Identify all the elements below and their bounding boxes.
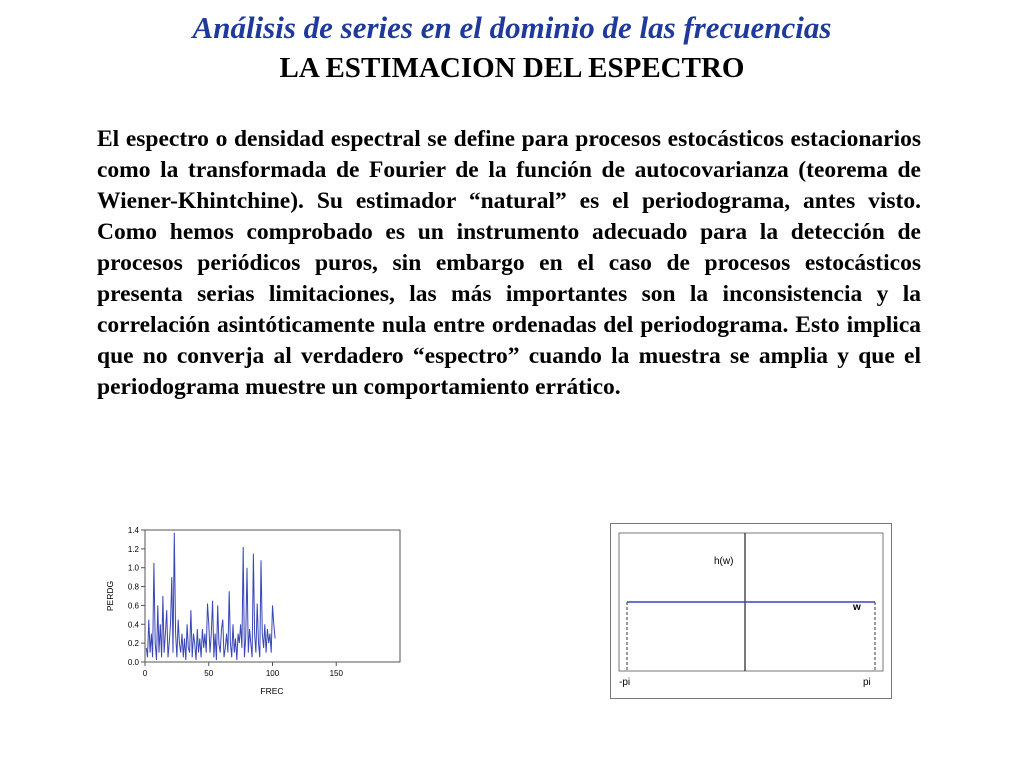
body-paragraph: El espectro o densidad espectral se define para procesos estocásticos estacionarios como la transformada de Fourier de la función de autocovarianza (teorema de Wiener-Khintchine). Su estimador “natural” es el periodograma, antes visto. Como hemos comprobado es un instrumento adecuado para la detección de procesos periódicos puros, sin embargo en el caso de procesos estocásticos presenta serias limitaciones, las más importantes son la inconsistencia y la correlación asintóticamente nula entre ordenadas del periodograma. Esto implica que no converja al verdadero “espectro” cuando la muestra se amplia y que el periodograma muestre un comportamiento errático.	[97, 126, 921, 400]
spectrum-diagram	[610, 523, 892, 699]
x-tick-label: 100	[265, 669, 280, 678]
periodogram-series-line	[146, 533, 275, 660]
periodogram-chart	[100, 520, 410, 705]
x-tick-label: 50	[204, 669, 214, 678]
slide-title: Análisis de series en el dominio de las frecuencias	[192, 10, 832, 45]
y-tick-label: 1.0	[127, 563, 139, 573]
y-axis-label: PERDG	[105, 580, 115, 612]
y-tick-label: 0.6	[127, 601, 139, 611]
outer-frame	[611, 524, 892, 699]
y-tick-label: 1.2	[127, 544, 139, 554]
plot-frame	[145, 530, 400, 662]
y-tick-label: 0.0	[127, 658, 139, 667]
y-axis-ticks	[128, 526, 145, 667]
x-tick-label: 0	[142, 669, 148, 678]
y-tick-label: 0.4	[127, 620, 139, 630]
x-tick-label: 150	[329, 669, 343, 678]
y-tick-label: 1.4	[127, 526, 139, 535]
slide-subtitle: LA ESTIMACION DEL ESPECTRO	[279, 52, 745, 84]
w-label: w	[853, 602, 861, 613]
x-axis-ticks	[143, 662, 344, 678]
y-tick-label: 0.8	[127, 582, 139, 592]
hw-label: h(w)	[714, 556, 734, 567]
x-tick-right-label: pi	[863, 677, 871, 688]
y-tick-label: 0.2	[127, 639, 139, 649]
x-axis-label: FREC	[260, 686, 284, 696]
x-tick-left-label: -pi	[619, 677, 631, 688]
